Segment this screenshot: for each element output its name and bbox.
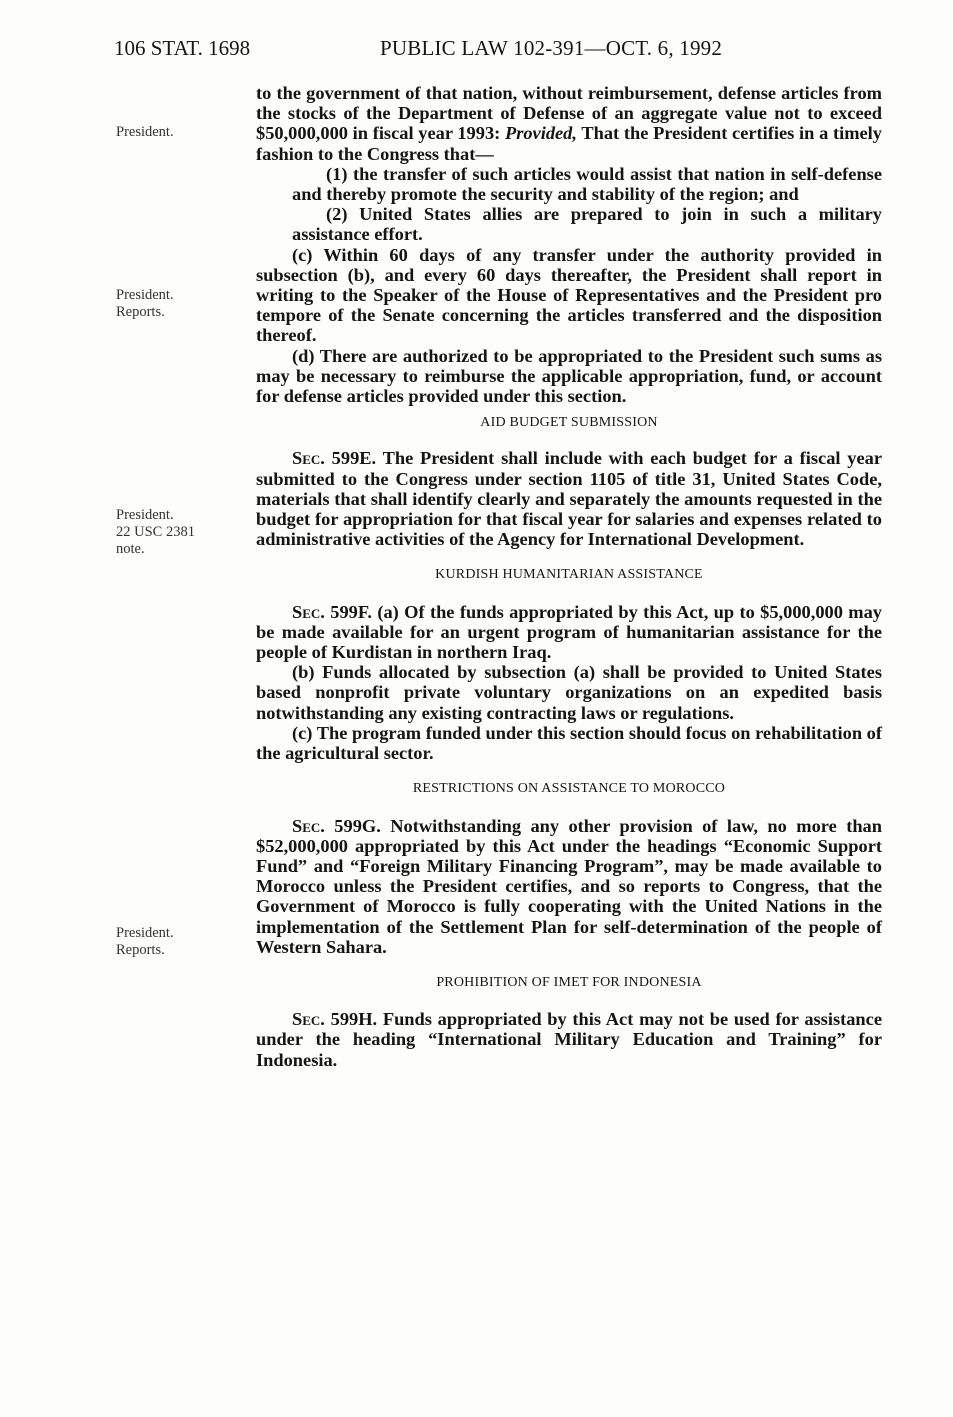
heading-imet-indonesia: PROHIBITION OF IMET FOR INDONESIA	[436, 974, 702, 990]
margin-note-text: President.	[116, 925, 174, 941]
section-text: Funds appropriated by this Act may not be used for assistance under the heading “International Military Education and Training” for Indonesia.	[256, 1009, 882, 1070]
margin-note-president	[116, 124, 174, 141]
section-text: (a) Of the funds appropriated by this Act, up to $5,000,000 may be made available for an urgent program of humanitarian assistance for the people of Kurdistan in northern Iraq.	[256, 601, 882, 663]
margin-note-text: President.	[116, 124, 174, 140]
section-599g	[256, 816, 882, 957]
intro-paragraph	[256, 83, 882, 164]
section-599e	[256, 448, 882, 549]
page-header	[114, 36, 884, 62]
margin-note-text: 22 USC 2381	[116, 524, 195, 540]
subsection-d: (d) There are authorized to be appropriated to the President such sums as may be necessary to reimburse the applicable appropriation, fund, or account for defense articles provided under this section.	[256, 345, 882, 407]
heading-kurdish-assistance: KURDISH HUMANITARIAN ASSISTANCE	[435, 567, 703, 583]
intro-text-cont: That the President certifies in a timely fashion to the Congress that—	[256, 123, 882, 164]
section-599h	[256, 1009, 882, 1070]
margin-note-president-reports	[116, 287, 174, 321]
section-599f-c: (c) The program funded under this section should focus on rehabilitation of the agricultural sector.	[256, 722, 882, 764]
proviso-italic: Provided,	[504, 123, 577, 144]
section-599f-b: (b) Funds allocated by subsection (a) shall be provided to United States based nonprofit private voluntary organizations on an expedited basis notwithstanding any existing contracting laws or regulations.	[256, 662, 882, 723]
margin-note-text: President.	[116, 287, 174, 303]
heading-aid-budget-submission: AID BUDGET SUBMISSION	[480, 415, 658, 431]
item-1: (1) the transfer of such articles would assist that nation in self-defense and thereby promote the security and stability of the region; and	[292, 163, 882, 205]
public-law-title: PUBLIC LAW 102-391—OCT. 6, 1992	[380, 36, 723, 60]
margin-note-text: Reports.	[116, 304, 165, 320]
section-label: Sec. 599F.	[292, 601, 372, 622]
statute-body	[256, 83, 882, 1070]
section-label: Sec. 599H.	[292, 1009, 378, 1030]
intro-text: to the government of that nation, without reimbursement, defense articles from the stocks of the Department of Defense of an aggregate value not to exceed $50,000,000 in fiscal year 1993:	[256, 83, 882, 144]
heading-morocco-restrictions: RESTRICTIONS ON ASSISTANCE TO MOROCCO	[412, 781, 726, 797]
certification-items	[256, 164, 882, 245]
section-label: Sec. 599E.	[292, 448, 377, 469]
margin-note-text: Reports.	[116, 942, 165, 958]
statute-page-reference: 106 STAT. 1698	[114, 36, 251, 60]
section-599f-a	[256, 602, 882, 663]
margin-note-usc-reference	[116, 507, 195, 558]
margin-note-text: note.	[116, 541, 145, 557]
margin-note-text: President.	[116, 507, 174, 523]
item-2: (2) United States allies are prepared to join in such a military assistance effort.	[292, 204, 882, 245]
section-text: Notwithstanding any other provision of law, no more than $52,000,000 appropriated by this Act under the headings “Economic Support Fund” and “Foreign Military Financing Program”, may be made available to Morocco unless the President certifies, and so reports to Congress, that the Government of Morocco is fully cooperating with the United Nations in the implementation of the Settlement Plan for self-determination of the people of Western Sahara.	[256, 815, 882, 957]
section-text: The President shall include with each budget for a fiscal year submitted to the Congress under section 1105 of title 31, United States Code, materials that shall identify clearly and separately the amounts requested in the budget for appropriation for that fiscal year for salaries and expenses related to administrative activities of the Agency for International Development.	[256, 448, 882, 550]
subsection-c: (c) Within 60 days of any transfer under the authority provided in subsection (b), and every 60 days thereafter, the President shall report in writing to the Speaker of the House of Representatives and the President pro tempore of the Senate concerning the articles transferred and the disposition thereof.	[256, 244, 882, 346]
margin-note-president-reports-2	[116, 925, 174, 959]
section-label: Sec. 599G.	[292, 815, 381, 836]
